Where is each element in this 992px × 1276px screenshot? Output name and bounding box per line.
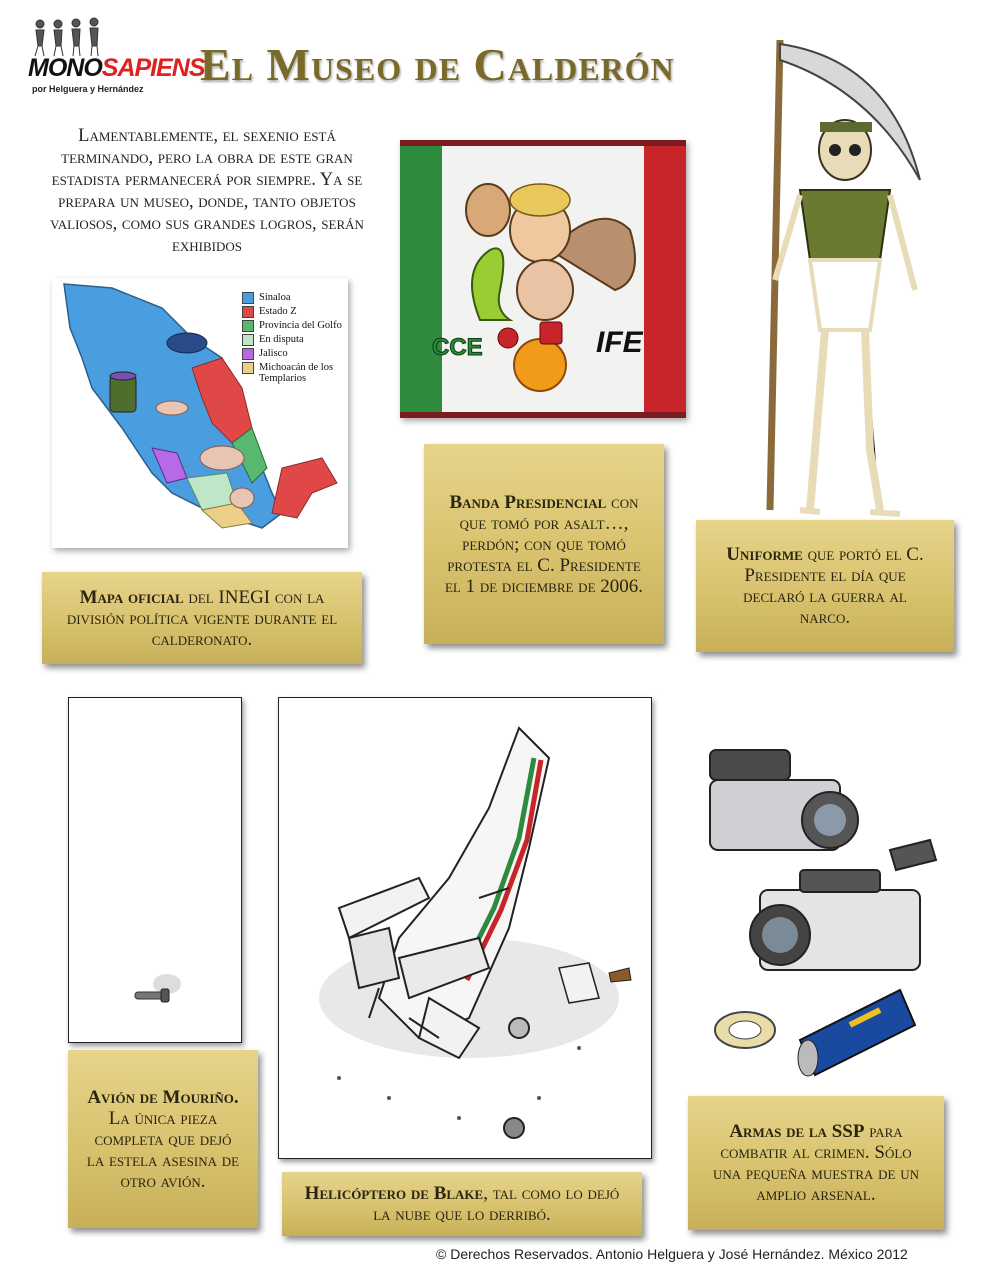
helicopter-wreck-illustration bbox=[279, 698, 651, 1158]
tape-roll-icon bbox=[715, 1012, 775, 1048]
legend-swatch bbox=[242, 348, 254, 360]
page-title: El Museo de Calderón bbox=[200, 39, 675, 90]
legend-label: Provincia del Golfo bbox=[259, 320, 342, 331]
legend-label: En disputa bbox=[259, 334, 304, 345]
plaque-helicoptero-title: Helicóptero de Blake bbox=[304, 1183, 484, 1204]
plaque-mapa-body: del INEGI con la división política vigente durante el calderonato. bbox=[66, 586, 338, 650]
plaque-helicoptero-body: , tal como lo dejó la nube que lo derribó. bbox=[373, 1183, 620, 1225]
plaque-uniforme bbox=[696, 520, 954, 652]
logo-word-mono: MONO bbox=[28, 54, 102, 82]
legend-swatch bbox=[242, 292, 254, 304]
plaque-helicoptero bbox=[282, 1172, 642, 1236]
logo-byline: por Helguera y Hernández bbox=[32, 84, 144, 94]
legend-swatch bbox=[242, 306, 254, 318]
plaque-avion-text bbox=[84, 1087, 242, 1192]
plaque-avion-title: Avión de Mouriño. bbox=[87, 1086, 239, 1108]
plaque-armas bbox=[688, 1096, 944, 1230]
plaque-avion-body: La única pieza completa que dejó la estela asesina de otro avión. bbox=[86, 1107, 240, 1192]
shoe-icon bbox=[609, 968, 631, 982]
legend-label: Estado Z bbox=[259, 306, 297, 317]
plaque-mapa bbox=[42, 572, 362, 664]
plaque-banda-title: Banda Presidencial bbox=[449, 491, 607, 513]
video-cameras-illustration bbox=[700, 740, 970, 1080]
skeleton-uniform-illustration bbox=[720, 30, 980, 530]
plaque-banda-body: con que tomó por asalt…, perdón; con que tomó protesta el C. Presidente el 1 de diciembre de 2006. bbox=[444, 491, 644, 597]
copyright-notice: © Derechos Reservados. Antonio Helguera y José Hernández. México 2012 bbox=[436, 1246, 908, 1262]
legend-item bbox=[242, 292, 346, 304]
legend-item bbox=[242, 320, 346, 332]
avion-frame bbox=[68, 697, 242, 1043]
svg-text:CCE: CCE bbox=[432, 334, 483, 361]
legend-swatch bbox=[242, 362, 254, 374]
plaque-avion bbox=[68, 1050, 258, 1228]
legend-item bbox=[242, 362, 346, 384]
plaque-uniforme-body: que portó el C. Presidente el día que declaró la guerra al narco. bbox=[743, 544, 924, 628]
plaque-uniforme-text bbox=[716, 544, 934, 628]
plaque-banda-text bbox=[440, 492, 648, 597]
camera-icon bbox=[710, 750, 858, 850]
evolution-figures-icon bbox=[30, 16, 140, 58]
plaque-helicoptero-text bbox=[304, 1183, 620, 1225]
sash-frame bbox=[400, 140, 686, 418]
legend-label: Sinaloa bbox=[259, 292, 291, 303]
plaque-armas-title: Armas de la SSP bbox=[729, 1121, 865, 1142]
map-frame bbox=[52, 278, 348, 548]
logo bbox=[28, 16, 205, 96]
intro-text: Lamentablemente, el sexenio está terminando, pero la obra de este gran estadista permanecerá por siempre. Ya se prepara un museo, donde, tanto objetos valiosos, como sus grandes logros, serán exhibidos bbox=[50, 126, 364, 256]
plaque-banda bbox=[424, 444, 664, 644]
oil-barrel-icon bbox=[110, 372, 136, 412]
presidential-sash-illustration bbox=[400, 140, 686, 418]
ife-label: IFE bbox=[596, 326, 643, 359]
helicoptero-frame bbox=[278, 697, 652, 1159]
legend-label: Michoacán de los Templarios bbox=[259, 362, 334, 384]
legend-item bbox=[242, 306, 346, 318]
legend-item bbox=[242, 334, 346, 346]
legend-label: Jalisco bbox=[259, 348, 288, 359]
camera-icon bbox=[750, 840, 936, 970]
logo-wordmark bbox=[28, 54, 205, 83]
legend-item bbox=[242, 348, 346, 360]
logo-word-sapiens: SAPIENS bbox=[101, 54, 205, 82]
legend-swatch bbox=[242, 334, 254, 346]
map-legend bbox=[242, 292, 346, 386]
soda-can-icon bbox=[798, 990, 915, 1076]
plaque-uniforme-title: Uniforme bbox=[726, 544, 803, 565]
screw-icon bbox=[127, 968, 187, 1008]
legend-swatch bbox=[242, 320, 254, 332]
plaque-mapa-text bbox=[52, 587, 352, 650]
plaque-armas-body: para combatir al crimen. Sólo una pequeña muestra de un amplio arsenal. bbox=[712, 1121, 920, 1205]
plaque-mapa-title: Mapa oficial bbox=[79, 586, 184, 608]
plaque-armas-text bbox=[706, 1121, 926, 1205]
